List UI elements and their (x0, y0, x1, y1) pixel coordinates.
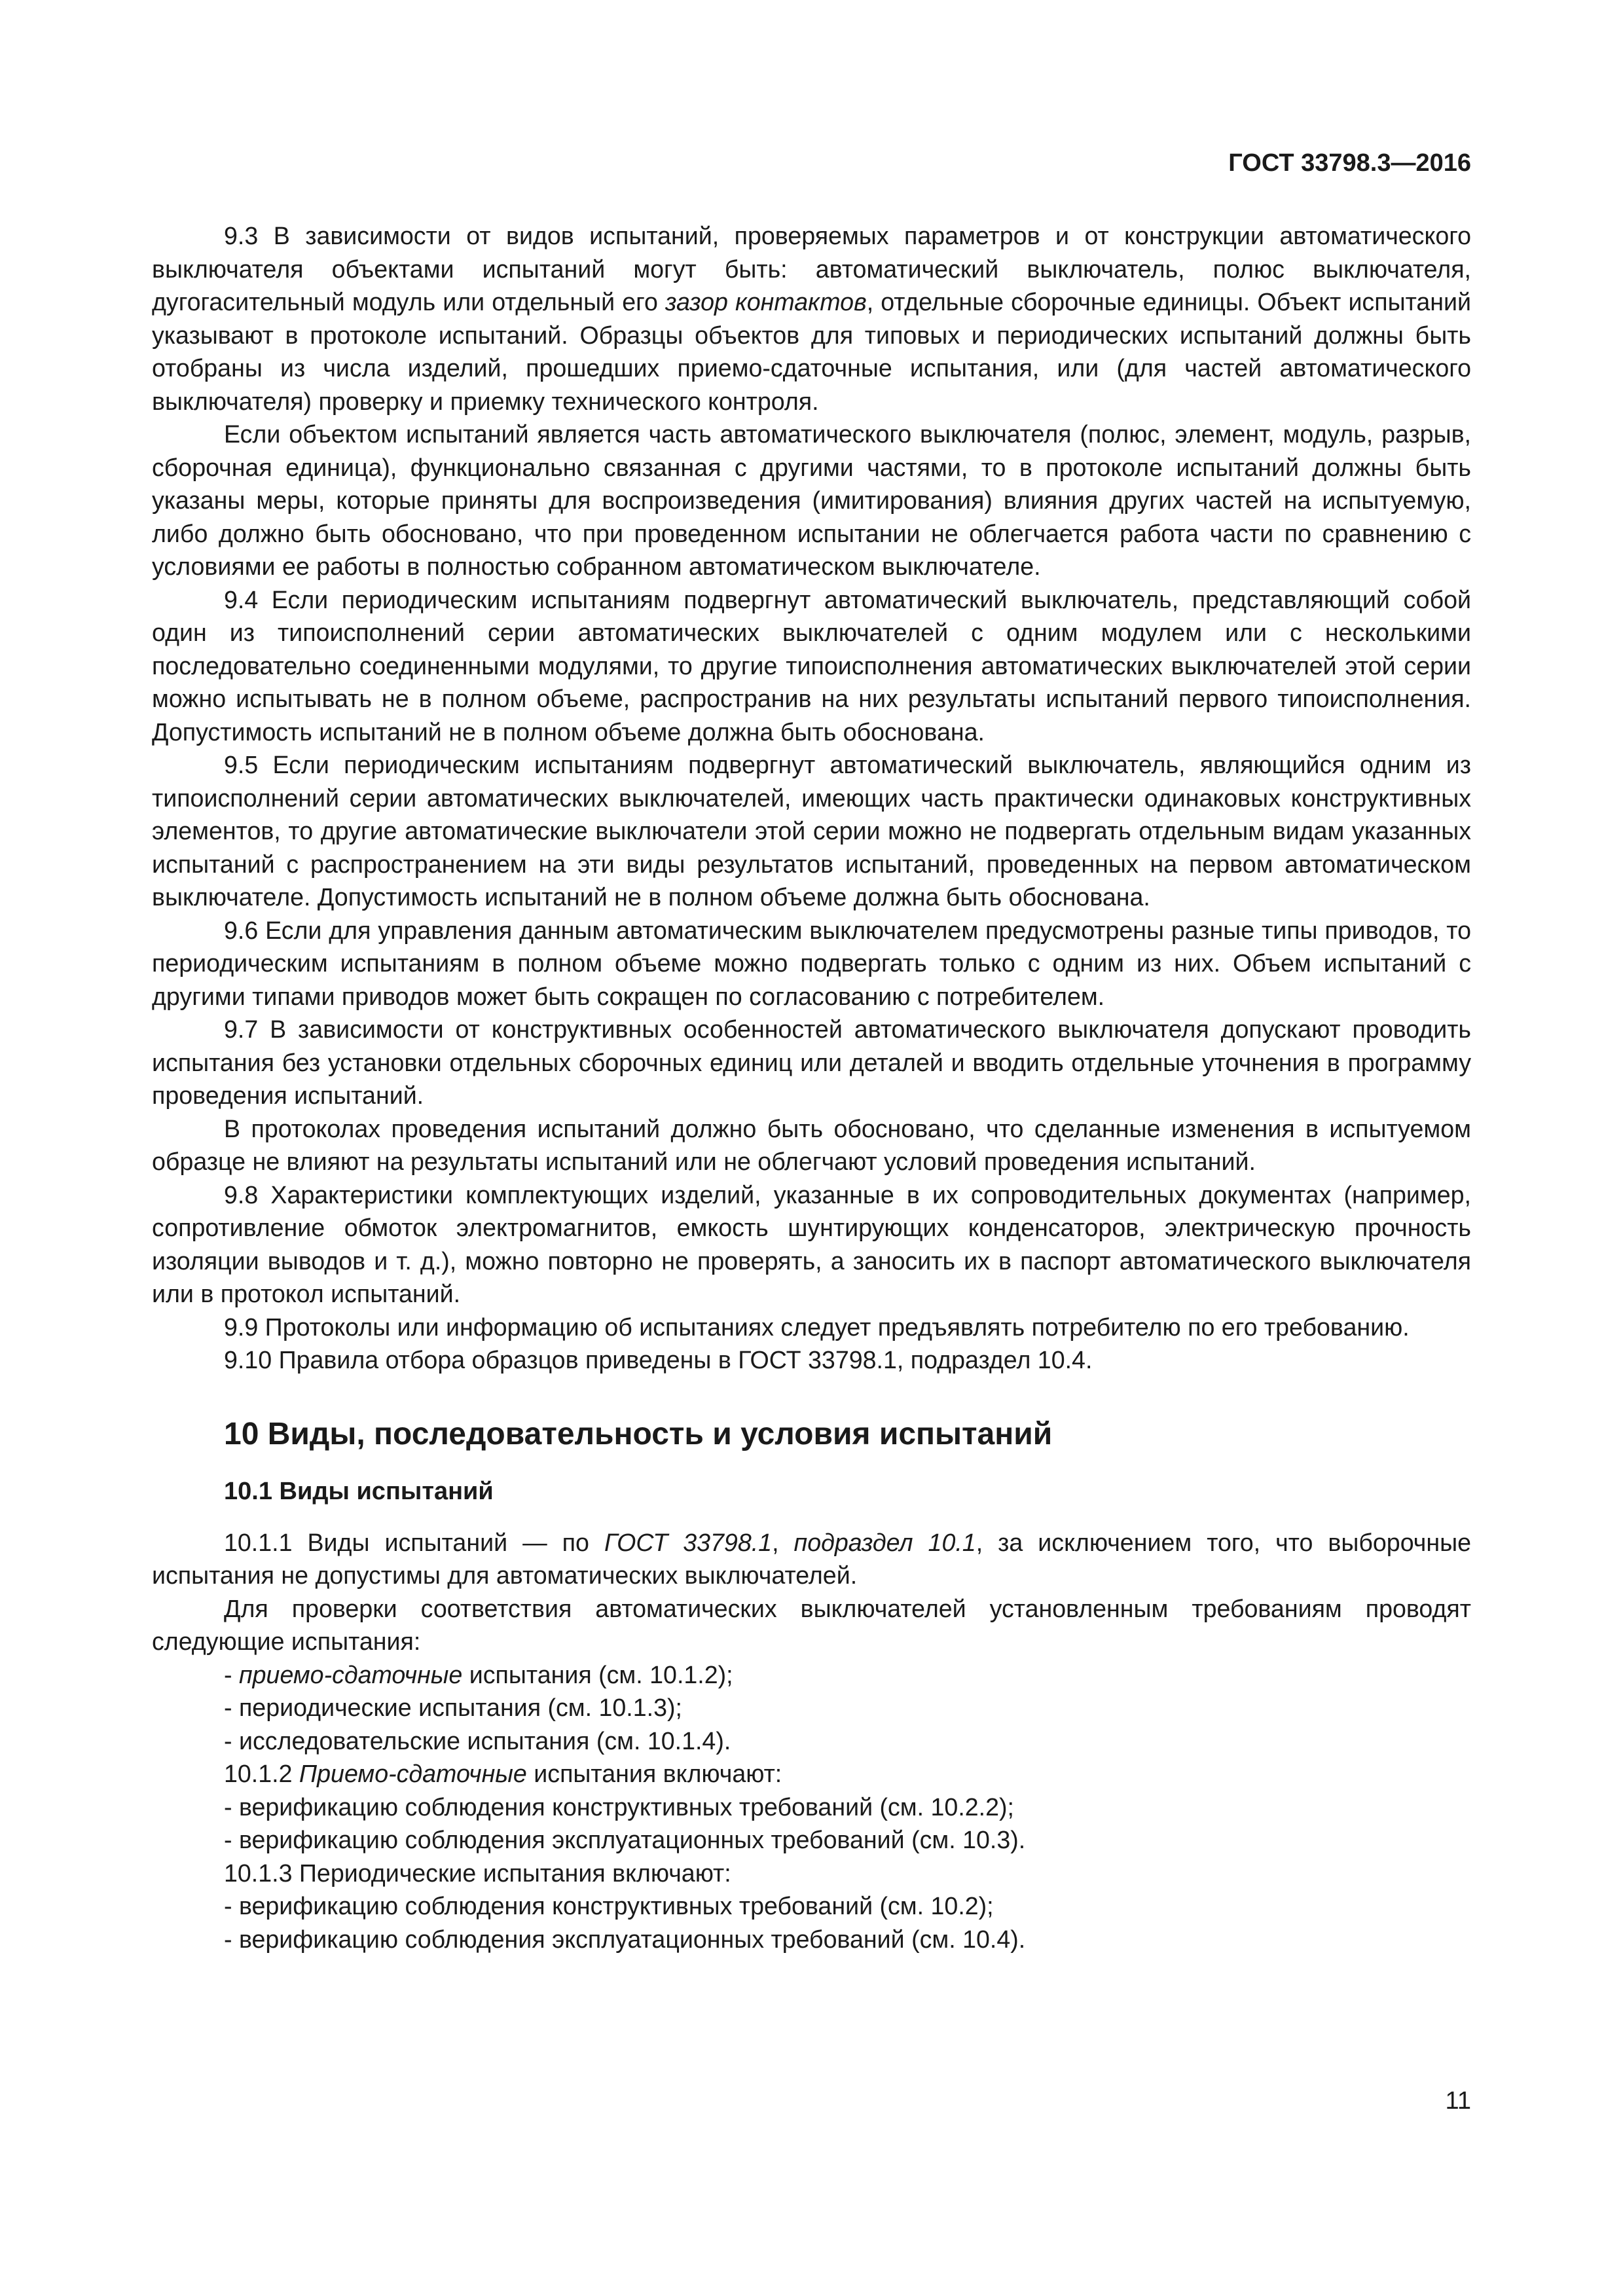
text-run: - исследовательские испытания (см. 10.1.4). (224, 1726, 731, 1755)
text-run: Для проверки соответствия автоматических выключателей установленным требованиям проводят следующие испытания: (152, 1594, 1471, 1655)
paragraph-9-9 (152, 1311, 1471, 1344)
text-run: Если объектом испытаний является часть автоматического выключателя (полюс, элемент, модуль, разрыв, сборочная единица), функционально связанная с другими частями, то в протоколе испытаний должны быть указаны меры, которые приняты для воспроизведения (имитирования) влияния других частей на испытуемую, либо должно быть обосновано, что при проведенном испытании не облегчается работа части по сравнению с условиями ее работы в полностью собранном автоматическом выключателе. (152, 420, 1471, 580)
page-content (152, 219, 1471, 1956)
paragraph-9-4 (152, 583, 1471, 749)
list-item (152, 1889, 1471, 1923)
subsection-10-1-heading: 10.1 Виды испытаний (224, 1477, 494, 1505)
text-run: 10.1.3 Периодические испытания включают: (224, 1859, 731, 1887)
list-item (152, 1691, 1471, 1724)
paragraph-9-6 (152, 914, 1471, 1013)
text-run: испытания (см. 10.1.2); (462, 1660, 733, 1688)
text-run: 10.1.2 (224, 1760, 299, 1787)
paragraph-9-10 (152, 1343, 1471, 1377)
paragraph-10-1-2 (152, 1757, 1471, 1791)
text-run: В протоколах проведения испытаний должно быть обосновано, что сделанные изменения в испытуемом образце не влияют на результаты испытаний или не облегчают условий проведения испытаний. (152, 1114, 1471, 1175)
section-10-heading: 10 Виды, последовательность и условия испытаний (224, 1416, 1053, 1451)
text-run: 9.9 Протоколы или информацию об испытаниях следует предъявлять потребителю по его требованию. (224, 1313, 1410, 1341)
list-10-1-1 (152, 1658, 1471, 1758)
text-run: 10.1.1 Виды испытаний — по (224, 1528, 604, 1556)
italic-text-run: ГОСТ 33798.1 (604, 1528, 773, 1556)
paragraph-10-1-1 (152, 1526, 1471, 1592)
text-run: 9.4 Если периодическим испытаниям подвергнут автоматический выключатель, представляющий собой один из типоисполнений серии автоматических выключателей с одним модулем или с несколькими последовательно соединенными модулями, то другие типоисполнения автоматических выключателей этой серии можно испытывать не в полном объеме, распространив на них результаты испытаний первого типоисполнения. Допустимость испытаний не в полном объеме должна быть обоснована. (152, 585, 1471, 746)
paragraph-9-5 (152, 748, 1471, 914)
text-run: , отдельные сборочные единицы. Объект испытаний указывают в протоколе испытаний. Образцы объектов для типовых и периодических испытаний должны быть отобраны из числа изделий, прошедших приемо-сдаточные испытания, или (для частей автоматического выключателя) проверку и приемку технического контроля. (152, 288, 1472, 415)
list-item (152, 1923, 1471, 1956)
paragraph-9-7-continued (152, 1112, 1471, 1178)
text-run: 9.3 В зависимости от видов испытаний, проверяемых параметров и от конструкции автоматического выключателя объектами испытаний могут быть: автоматический выключатель, полюс выключателя, дугогасительный модуль или отдельный его (152, 222, 1471, 316)
italic-text-run: подраздел 10.1 (793, 1528, 976, 1556)
paragraph-9-3 (152, 219, 1471, 418)
text-run: - верификацию соблюдения эксплуатационных требований (см. 10.4). (224, 1925, 1026, 1953)
list-item (152, 1658, 1471, 1692)
italic-text-run: Приемо-сдаточные (299, 1760, 527, 1787)
text-run: - (224, 1660, 239, 1688)
text-run: , за исключением того, что выборочные испытания не допустимы для автоматических выключателей. (152, 1528, 1472, 1589)
paragraph-9-3-continued (152, 418, 1471, 583)
text-run: - верификацию соблюдения эксплуатационных требований (см. 10.3). (224, 1826, 1026, 1853)
paragraph-9-8 (152, 1178, 1471, 1311)
text-run: 9.8 Характеристики комплектующих изделий, указанные в их сопроводительных документах (например, сопротивление обмоток электромагнитов, емкость шунтирующих конденсаторов, электрическую прочность изоляции выводов и т. д.), можно повторно не проверять, а заносить их в паспорт автоматического выключателя или в протокол испытаний. (152, 1180, 1471, 1307)
text-run: испытания включают: (526, 1760, 782, 1787)
text-run: 9.5 Если периодическим испытаниям подвергнут автоматический выключатель, являющийся одним из типоисполнений серии автоматических выключателей, имеющих часть практически одинаковых конструктивных элементов, то другие автоматические выключатели этой серии можно не подвергать отдельным видам указанных испытаний с распространением на эти виды результатов испытаний, проведенных на первом автоматическом выключателе. Допустимость испытаний не в полном объеме должна быть обоснована. (152, 751, 1471, 911)
text-run: 9.10 Правила отбора образцов приведены в ГОСТ 33798.1, подраздел 10.4. (224, 1346, 1093, 1374)
list-10-1-2 (152, 1791, 1471, 1857)
page-number: 11 (1445, 2087, 1471, 2115)
list-item (152, 1791, 1471, 1824)
text-run: 9.6 Если для управления данным автоматическим выключателем предусмотрены разные типы приводов, то периодическим испытаниям в полном объеме можно подвергать только с одним из них. Объем испытаний с другими типами приводов может быть сокращен по согласованию с потребителем. (152, 916, 1471, 1010)
italic-text-run: зазор контактов (665, 288, 867, 316)
text-run: , (772, 1528, 794, 1556)
text-run: - периодические испытания (см. 10.1.3); (224, 1694, 682, 1721)
paragraph-10-1-3 (152, 1857, 1471, 1890)
list-10-1-3 (152, 1889, 1471, 1956)
text-run: - верификацию соблюдения конструктивных требований (см. 10.2.2); (224, 1793, 1014, 1821)
list-item (152, 1724, 1471, 1758)
paragraph-9-7 (152, 1013, 1471, 1112)
text-run: - верификацию соблюдения конструктивных требований (см. 10.2); (224, 1892, 994, 1920)
document-header-id: ГОСТ 33798.3—2016 (1228, 149, 1471, 177)
paragraph-10-1-1-continued (152, 1592, 1471, 1658)
italic-text-run: приемо-сдаточные (238, 1660, 463, 1688)
list-item (152, 1823, 1471, 1857)
text-run: 9.7 В зависимости от конструктивных особенностей автоматического выключателя допускают проводить испытания без установки отдельных сборочных единиц или деталей и вводить отдельные уточнения в программу проведения испытаний. (152, 1015, 1471, 1109)
